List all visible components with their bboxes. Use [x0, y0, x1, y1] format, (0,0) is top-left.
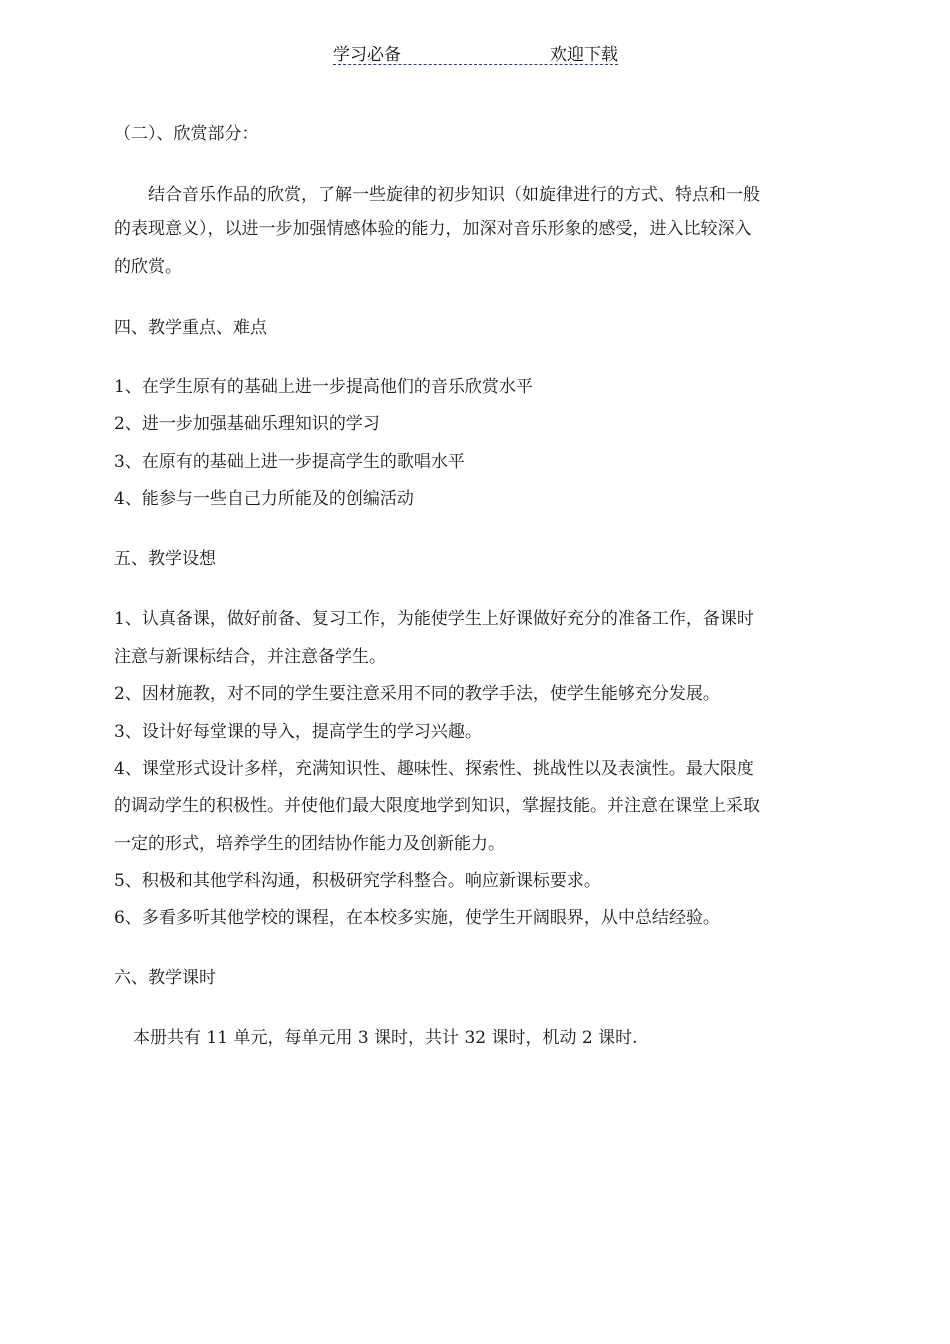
section-heading-hours: 六、教学课时: [114, 968, 216, 988]
hours-summary: 本册共有 11 单元，每单元用 3 课时，共计 32 课时，机动 2 课时.: [133, 1028, 638, 1048]
header-right-text: 欢迎下载: [550, 45, 618, 65]
list-item: 6、多看多听其他学校的课程，在本校多实施，使学生开阔眼界，从中总结经验。: [114, 908, 720, 928]
list-item: 1、在学生原有的基础上进一步提高他们的音乐欣赏水平: [114, 377, 533, 397]
paragraph-line: 的表现意义），以进一步加强情感体验的能力，加深对音乐形象的感受，进入比较深入: [114, 219, 752, 239]
section-heading-focus: 四、教学重点、难点: [114, 318, 267, 338]
list-item: 2、因材施教，对不同的学生要注意采用不同的教学手法，使学生能够充分发展。: [114, 684, 720, 704]
paragraph-line: 的欣赏。: [114, 257, 182, 277]
list-item: 3、在原有的基础上进一步提高学生的歌唱水平: [114, 452, 465, 472]
list-item: 1、认真备课，做好前备、复习工作，为能使学生上好课做好充分的准备工作，备课时: [114, 609, 754, 629]
page-header: [333, 38, 618, 65]
paragraph-line: 结合音乐作品的欣赏，了解一些旋律的初步知识（如旋律进行的方式、特点和一般: [148, 185, 760, 205]
list-item: 5、积极和其他学科沟通，积极研究学科整合。响应新课标要求。: [114, 871, 601, 891]
list-item: 2、进一步加强基础乐理知识的学习: [114, 414, 380, 434]
list-item: 4、能参与一些自己力所能及的创编活动: [114, 489, 414, 509]
list-item-continuation: 一定的形式，培养学生的团结协作能力及创新能力。: [114, 834, 505, 854]
list-item: 3、设计好每堂课的导入，提高学生的学习兴趣。: [114, 722, 482, 742]
list-item-continuation: 注意与新课标结合，并注意备学生。: [114, 647, 386, 667]
section-heading-ideas: 五、教学设想: [114, 549, 216, 569]
header-left-text: 学习必备: [333, 45, 401, 65]
section-heading-appreciation: （二）、欣赏部分：: [114, 124, 259, 144]
list-item-continuation: 的调动学生的积极性。并使他们最大限度地学到知识，掌握技能。并注意在课堂上采取: [114, 796, 760, 816]
list-item: 4、课堂形式设计多样，充满知识性、趣味性、探索性、挑战性以及表演性。最大限度: [114, 759, 754, 779]
